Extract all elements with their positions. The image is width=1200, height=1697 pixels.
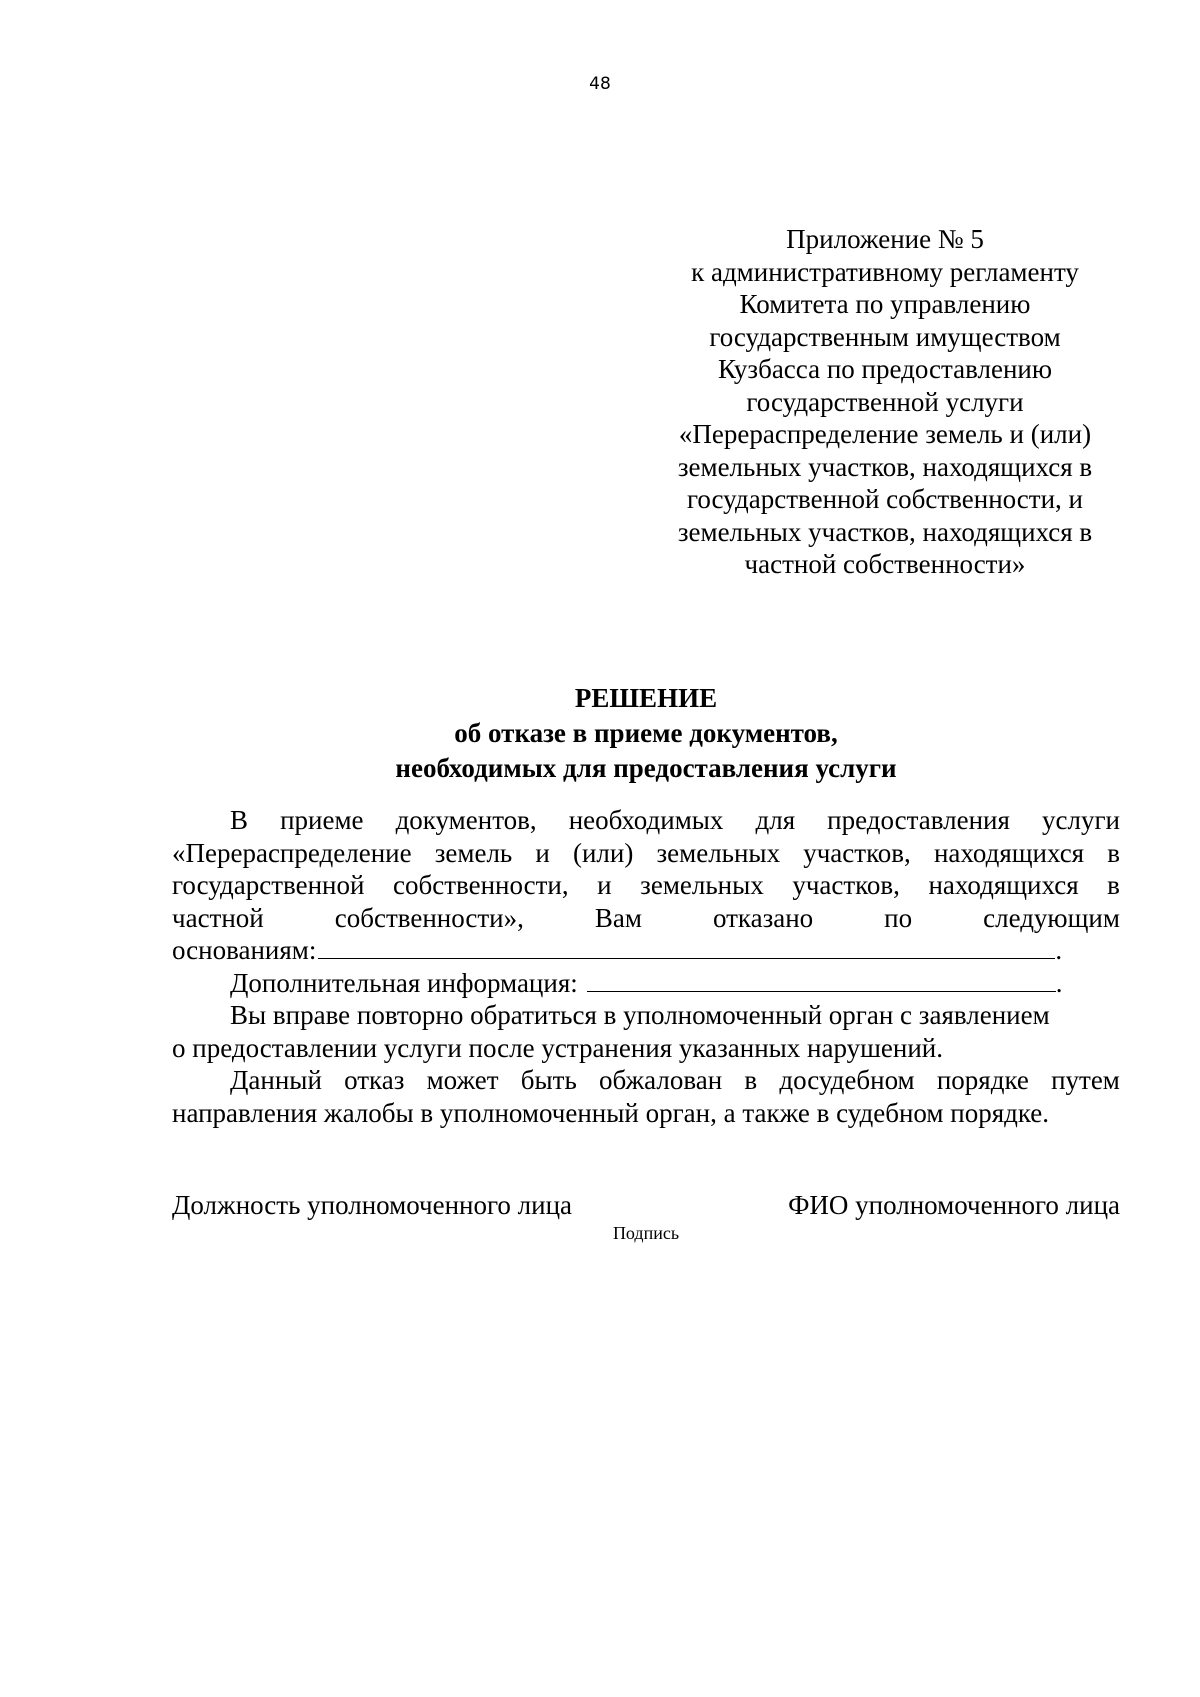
- word: «Перераспределение: [172, 837, 412, 868]
- page-number: 48: [589, 74, 611, 94]
- appendix-line: государственным имуществом: [709, 321, 1061, 352]
- word: в: [744, 1065, 758, 1095]
- name-label: ФИО уполномоченного лица: [788, 1190, 1120, 1220]
- word: участков,: [803, 837, 911, 868]
- grounds-blank-field[interactable]: [318, 934, 1055, 959]
- word: и: [535, 837, 550, 868]
- extra-info-line: [172, 967, 1120, 1000]
- word: обжалован: [598, 1065, 723, 1095]
- word: Вам: [594, 902, 642, 933]
- grounds-end: .: [1055, 935, 1063, 965]
- word: в: [1107, 837, 1120, 868]
- word: находящихся: [933, 837, 1085, 868]
- appendix-line: «Перераспределение земель и (или): [678, 419, 1092, 449]
- word: документов,: [395, 805, 537, 835]
- word: может: [426, 1065, 499, 1095]
- signature-row: [172, 1189, 1120, 1221]
- word: Данный: [230, 1065, 322, 1095]
- paragraph-line: Вы вправе повторно обратиться в уполномоченный орган с заявлением: [230, 1000, 1050, 1030]
- word: быть: [520, 1065, 577, 1095]
- decision-subtitle-line: необходимых для предоставления услуги: [395, 753, 897, 783]
- signature-caption: Подпись: [612, 1223, 680, 1243]
- word: порядке: [936, 1065, 1029, 1095]
- extra-info-end: .: [1055, 967, 1063, 998]
- word: В: [230, 805, 249, 835]
- decision-title: РЕШЕНИЕ: [574, 683, 718, 713]
- appendix-line: государственной собственности, и: [686, 484, 1083, 514]
- word: и: [597, 870, 612, 900]
- appendix-line: частной собственности»: [744, 549, 1026, 579]
- word: по: [884, 902, 913, 933]
- decision-subtitle-line: об отказе в приеме документов,: [454, 718, 838, 748]
- paragraph-line: [172, 804, 1120, 837]
- paragraph-line: направления жалобы в уполномоченный орган, а также в судебном порядке.: [172, 1097, 1050, 1128]
- decision-heading: [172, 681, 1120, 786]
- grounds-line: [172, 934, 1120, 967]
- paragraph-line: о предоставлении услуги после устранения указанных нарушений.: [172, 1032, 944, 1063]
- paragraph-line: [172, 1064, 1120, 1097]
- word: следующим: [983, 902, 1120, 933]
- extra-info-label: Дополнительная информация:: [230, 967, 578, 998]
- appendix-line: земельных участков, находящихся в: [677, 516, 1093, 547]
- word: отказано: [712, 902, 814, 933]
- paragraph-line: [172, 902, 1120, 935]
- word: необходимых: [568, 805, 724, 835]
- word: для: [755, 805, 796, 835]
- appendix-line: Комитета по управлению: [739, 289, 1031, 319]
- position-label: Должность уполномоченного лица: [172, 1190, 573, 1220]
- paragraph-line: [172, 869, 1120, 902]
- word: государственной: [172, 870, 365, 900]
- decision-body: [172, 804, 1120, 1129]
- word: собственности,: [392, 870, 569, 900]
- word: предоставления: [827, 805, 1010, 835]
- word: находящихся: [928, 870, 1079, 900]
- paragraph-line: [172, 837, 1120, 870]
- word: приеме: [280, 805, 364, 835]
- word: участков,: [792, 870, 900, 900]
- word: в: [1107, 870, 1120, 900]
- appendix-line: земельных участков, находящихся в: [677, 451, 1093, 482]
- extra-info-blank-field[interactable]: [587, 967, 1056, 992]
- grounds-label: основаниям:: [172, 935, 317, 965]
- appendix-line: Кузбасса по предоставлению: [717, 354, 1053, 384]
- word: путем: [1051, 1065, 1120, 1095]
- appendix-block: [640, 223, 1130, 581]
- word: собственности»,: [334, 902, 524, 933]
- word: земельных: [656, 837, 781, 868]
- word: услуги: [1041, 805, 1120, 835]
- word: отказ: [344, 1065, 405, 1095]
- word: частной: [172, 902, 264, 933]
- word: земель: [434, 837, 513, 868]
- appendix-line: государственной услуги: [746, 386, 1024, 417]
- word: (или): [572, 837, 634, 868]
- word: досудебном: [779, 1065, 915, 1095]
- appendix-line: к административному регламенту: [691, 256, 1079, 287]
- appendix-line: Приложение № 5: [786, 224, 984, 254]
- word: земельных: [640, 870, 764, 900]
